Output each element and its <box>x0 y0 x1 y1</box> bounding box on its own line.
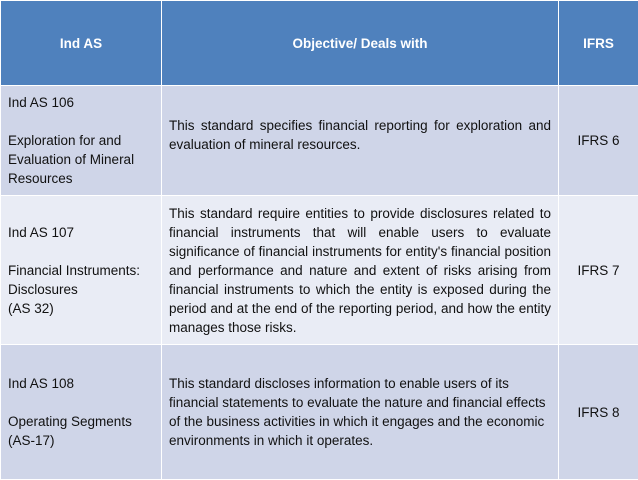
ind-as-code: Ind AS 107 <box>8 223 154 242</box>
objective-cell: This standard discloses information to enable users of its financial statements to evaluate the nature and financial effects of the business activities in which it engages and the economic environments in which it operates. <box>162 345 559 480</box>
ind-as-cell <box>1 345 162 480</box>
table-row <box>1 196 638 345</box>
header-ifrs: IFRS <box>559 1 638 86</box>
objective-cell: This standard require entities to provide disclosures related to financial instruments that will enable users to evaluate significance of financial instruments for entity's financial position and performance and nature and extent of risks arising from financial instruments to which the entity is exposed during the period and at the end of the reporting period, and how the entity manages those risks. <box>162 196 559 345</box>
ind-as-name-line: Resources <box>8 169 154 188</box>
ind-as-name-line: Evaluation of Mineral <box>8 150 154 169</box>
header-ind-as: Ind AS <box>1 1 162 86</box>
ind-as-name-line: (AS-17) <box>8 431 154 450</box>
table-row <box>1 86 638 196</box>
objective-cell <box>162 86 559 196</box>
ind-as-name-line: Disclosures <box>8 280 154 299</box>
ind-as-name-line: Operating Segments <box>8 412 154 431</box>
ifrs-cell: IFRS 8 <box>559 345 638 480</box>
ind-as-name-line: Exploration for and <box>8 131 154 150</box>
ifrs-cell: IFRS 6 <box>559 86 638 196</box>
ifrs-cell: IFRS 7 <box>559 196 638 345</box>
ind-as-code: Ind AS 106 <box>8 93 154 112</box>
header-objective: Objective/ Deals with <box>162 1 559 86</box>
ind-as-code: Ind AS 108 <box>8 374 154 393</box>
ind-as-cell <box>1 86 162 196</box>
objective-text: This standard specifies financial reporting for exploration and evaluation of mineral resources. <box>169 116 551 154</box>
ind-as-name-line: Financial Instruments: <box>8 261 154 280</box>
ind-as-cell <box>1 196 162 345</box>
ind-as-name-line: (AS 32) <box>8 299 154 318</box>
table-row <box>1 345 638 480</box>
header-row <box>1 1 638 86</box>
